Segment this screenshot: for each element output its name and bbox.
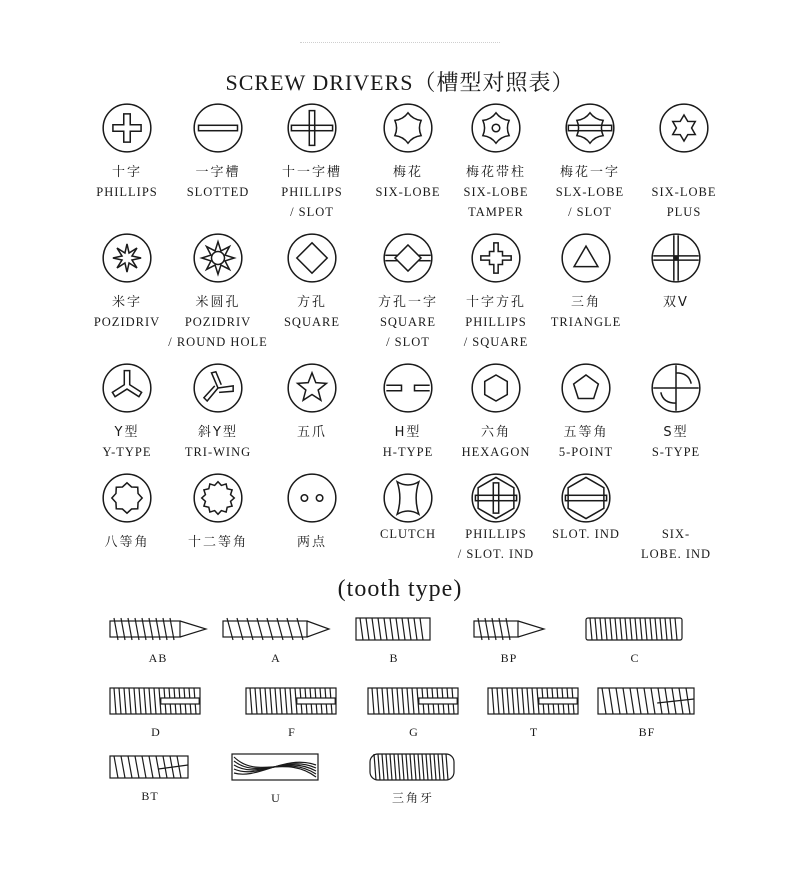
drive-cn-label: 方孔一字	[377, 295, 438, 310]
square-icon	[286, 232, 338, 284]
drive-cn-label: 米字	[111, 295, 142, 310]
drive-en-label: PHILLIPS	[96, 185, 158, 199]
thread-item	[354, 614, 434, 666]
thread-item	[368, 750, 458, 806]
drive-cn-label: Y型	[114, 425, 140, 440]
drive-cn-label: 十字	[111, 165, 142, 180]
square-slot-icon	[382, 232, 434, 284]
drive-cn-label: 梅花	[392, 165, 423, 180]
drive-cn-label: 三角	[570, 295, 601, 310]
drive-cn-label: 斜Y型	[198, 425, 238, 440]
drive-cn-label: 梅花带柱	[465, 165, 526, 180]
drive-en-label: PHILLIPS	[281, 185, 343, 199]
drive-en-label: SLOTTED	[186, 185, 250, 199]
thread-label: C	[630, 651, 640, 665]
drive-cn-label: 十二等角	[187, 535, 248, 550]
thread-item	[472, 614, 546, 666]
drive-item	[257, 232, 367, 332]
drive-en-label: SIX-	[661, 527, 691, 541]
drive-en-label: / SLOT. IND	[457, 547, 535, 561]
drive-en-label: S-TYPE	[651, 445, 701, 459]
thread-label: F	[288, 725, 296, 739]
drive-en-label: / SLOT	[568, 205, 612, 219]
drive-cn-label: 十一字槽	[281, 165, 342, 180]
thread-c-icon	[584, 614, 686, 644]
drive-en-label: SIX-LOBE	[651, 185, 717, 199]
thread-label: BT	[141, 789, 159, 803]
thread-label: U	[271, 791, 281, 805]
thread-ab-icon	[108, 614, 208, 644]
thread-item	[366, 684, 462, 740]
phillips-icon	[101, 102, 153, 154]
drive-cn-label: 米圆孔	[195, 295, 241, 310]
thread-label: B	[389, 651, 399, 665]
drive-cn-label: 一字槽	[195, 165, 241, 180]
drive-cn-label: 五等角	[563, 425, 609, 440]
drive-cn-label: 五爪	[296, 425, 327, 440]
phillips-slot-ind-icon	[470, 472, 522, 524]
drive-cn-label: 六角	[480, 425, 511, 440]
thread-label: A	[271, 651, 281, 665]
drive-en-label: POZIDRIV	[184, 315, 252, 329]
thread-item	[486, 684, 582, 740]
drive-en-label: POZIDRIV	[93, 315, 161, 329]
scan-mark	[300, 42, 500, 44]
drive-cn-label: 方孔	[296, 295, 327, 310]
thread-label: BP	[500, 651, 518, 665]
tooth-type-title: (tooth type)	[337, 576, 463, 602]
drive-en-label: PLUS	[666, 205, 702, 219]
thread-f-icon	[244, 684, 340, 718]
tri-wing-icon	[192, 362, 244, 414]
pozidriv-round-hole-icon	[192, 232, 244, 284]
thread-item	[230, 750, 322, 806]
thread-label: G	[409, 725, 419, 739]
drive-cn-label: 梅花一字	[559, 165, 620, 180]
slotted-icon	[192, 102, 244, 154]
six-lobe-plus-icon	[658, 102, 710, 154]
thread-label: D	[151, 725, 161, 739]
drive-en-label: / SQUARE	[463, 335, 529, 349]
drive-en-label: H-TYPE	[382, 445, 434, 459]
drive-en-label: TAMPER	[468, 205, 524, 219]
thread-d-icon	[108, 684, 204, 718]
thread-label: T	[529, 725, 539, 739]
s-type-icon	[650, 362, 702, 414]
drive-en-label: SQUARE	[283, 315, 340, 329]
drive-en-label: SLOT. IND	[552, 527, 620, 541]
drive-en-label: 5-POINT	[558, 445, 614, 459]
drive-en-label: / ROUND HOLE	[168, 335, 268, 349]
five-point-icon	[560, 362, 612, 414]
double-v-icon	[650, 232, 702, 284]
drive-en-label: / SLOT	[290, 205, 334, 219]
page-title: SCREW DRIVERS（槽型对照表）	[225, 70, 575, 95]
thread-label: BF	[638, 725, 656, 739]
thread-g-icon	[366, 684, 462, 718]
drive-cn-label: 双V	[663, 295, 689, 310]
drive-item	[621, 522, 731, 564]
drive-en-label: TRI-WING	[184, 445, 252, 459]
drive-cn-label: 两点	[296, 535, 327, 550]
drive-cn-label: S型	[663, 425, 689, 440]
drive-item	[621, 232, 731, 312]
thread-b-icon	[354, 614, 434, 644]
phillips-slot-icon	[286, 102, 338, 154]
drive-en-label: / SLOT	[386, 335, 430, 349]
six-lobe-icon	[382, 102, 434, 154]
thread-item	[108, 614, 208, 666]
drive-item	[257, 102, 367, 222]
thread-t-icon	[486, 684, 582, 718]
thread-bf-icon	[596, 684, 698, 718]
drive-en-label: LOBE. IND	[640, 547, 712, 561]
six-lobe-slot-icon	[564, 102, 616, 154]
drive-en-label: SIX-LOBE	[463, 185, 529, 199]
thread-item	[244, 684, 340, 740]
thread-label: AB	[148, 651, 168, 665]
drive-en-label: TRIANGLE	[550, 315, 622, 329]
drive-cn-label: 十字方孔	[465, 295, 526, 310]
drive-en-label: Y-TYPE	[102, 445, 152, 459]
thread-a-icon	[221, 614, 331, 644]
thread-item	[596, 684, 698, 740]
thread-bp-icon	[472, 614, 546, 644]
five-claw-icon	[286, 362, 338, 414]
pozidriv-icon	[101, 232, 153, 284]
drive-cn-label: 八等角	[104, 535, 150, 550]
blank-icon-area	[621, 472, 731, 524]
thread-label: 三角牙	[391, 791, 434, 805]
eight-point-icon	[101, 472, 153, 524]
drive-en-label: SQUARE	[379, 315, 436, 329]
thread-item	[584, 614, 686, 666]
hexagon-icon	[470, 362, 522, 414]
thread-item	[108, 684, 204, 740]
drive-item	[257, 362, 367, 442]
six-lobe-tamper-icon	[470, 102, 522, 154]
thread-u-icon	[230, 750, 322, 784]
drive-en-label: PHILLIPS	[465, 315, 527, 329]
drive-en-label: SIX-LOBE	[375, 185, 441, 199]
slot-ind-icon	[560, 472, 612, 524]
thread-item	[108, 752, 192, 804]
two-point-icon	[286, 472, 338, 524]
drive-en-label: PHILLIPS	[465, 527, 527, 541]
drive-item	[621, 362, 731, 462]
twelve-point-icon	[192, 472, 244, 524]
triangle-icon	[560, 232, 612, 284]
drive-en-label: CLUTCH	[380, 527, 436, 541]
drive-item	[629, 102, 739, 222]
thread-item	[221, 614, 331, 666]
thread-triangle-icon	[368, 750, 458, 784]
thread-bt-icon	[108, 752, 192, 782]
drive-en-label: HEXAGON	[461, 445, 531, 459]
h-type-icon	[382, 362, 434, 414]
clutch-icon	[382, 472, 434, 524]
y-type-icon	[101, 362, 153, 414]
drive-item	[257, 472, 367, 552]
drive-en-label: SLX-LOBE	[555, 185, 625, 199]
phillips-square-icon	[470, 232, 522, 284]
drive-cn-label: H型	[394, 425, 422, 440]
